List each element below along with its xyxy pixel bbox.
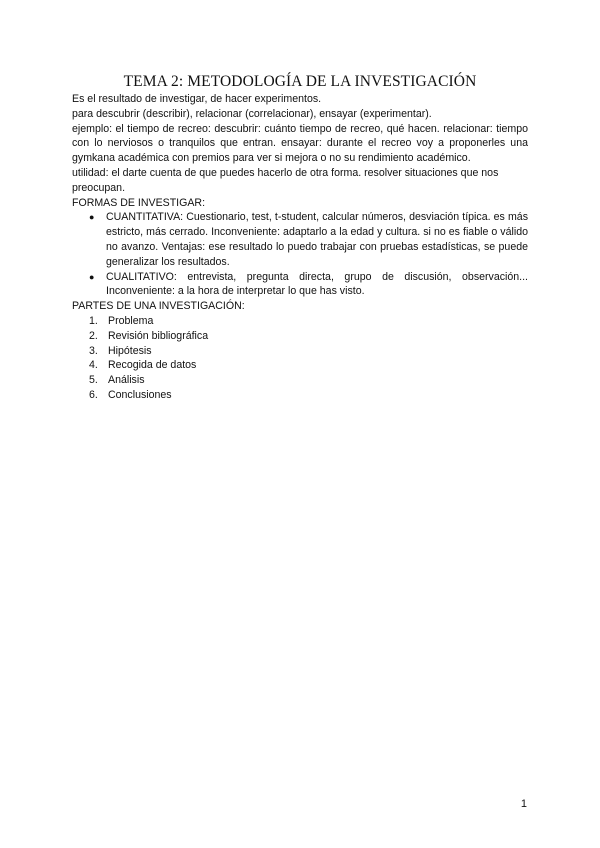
list-item-text: CUALITATIVO: entrevista, pregunta directa, grupo de discusión, observación... Inconveniente: a la hora de interpretar lo que has visto. <box>106 270 528 298</box>
list-item <box>89 388 528 403</box>
list-number: 4. <box>89 359 98 372</box>
list-number: 6. <box>89 388 98 401</box>
list-item <box>89 210 528 269</box>
parts-list <box>72 314 528 403</box>
example-paragraph: ejemplo: el tiempo de recreo: descubrir: cuánto tiempo de recreo, qué hacen. relacionar: tiempo con lo nerviosos o tranquilos que entran. ensayar: durante el recreo voy a proponerles una gymkana académica con premios para ver si mejora o no su rendimiento académico. <box>72 122 528 165</box>
forms-list <box>72 210 528 299</box>
list-item-text: Conclusiones <box>108 388 172 401</box>
page-number: 1 <box>520 798 527 810</box>
list-item <box>89 270 528 300</box>
list-number: 5. <box>89 374 98 387</box>
list-item <box>89 329 528 344</box>
document-page <box>72 72 528 403</box>
list-item <box>89 358 528 373</box>
list-item-text: Revisión bibliográfica <box>108 329 209 342</box>
bullet-icon: ● <box>89 212 95 223</box>
list-item <box>89 373 528 388</box>
purposes-paragraph: para descubrir (describir), relacionar (correlacionar), ensayar (experimentar). <box>72 107 432 120</box>
list-item <box>89 344 528 359</box>
forms-heading: FORMAS DE INVESTIGAR: <box>72 196 206 209</box>
list-item-text: Recogida de datos <box>108 359 197 372</box>
list-number: 3. <box>89 344 98 357</box>
utility-paragraph: utilidad: el darte cuenta de que puedes hacerlo de otra forma. resolver situaciones que nos preocupan. <box>72 166 499 194</box>
list-item <box>89 314 528 329</box>
bullet-icon: ● <box>89 271 95 282</box>
list-item-text: CUANTITATIVA: Cuestionario, test, t-student, calcular números, desviación típica. es más estricto, más cerrado. Inconveniente: adaptarlo a la edad y cultura. si no es fiable o válido no avanzo. Ventajas: ese resultado lo puedo trabajar con pruebas estadísticas, se puede generalizar los resultados. <box>106 211 528 268</box>
list-item-text: Problema <box>108 314 154 327</box>
parts-heading: PARTES DE UNA INVESTIGACIÓN: <box>72 300 245 313</box>
list-number: 2. <box>89 329 98 342</box>
list-item-text: Hipótesis <box>108 344 152 357</box>
page-title: TEMA 2: METODOLOGÍA DE LA INVESTIGACIÓN <box>123 73 477 90</box>
list-item-text: Análisis <box>108 374 145 387</box>
intro-paragraph: Es el resultado de investigar, de hacer experimentos. <box>72 93 322 105</box>
list-number: 1. <box>89 314 98 327</box>
